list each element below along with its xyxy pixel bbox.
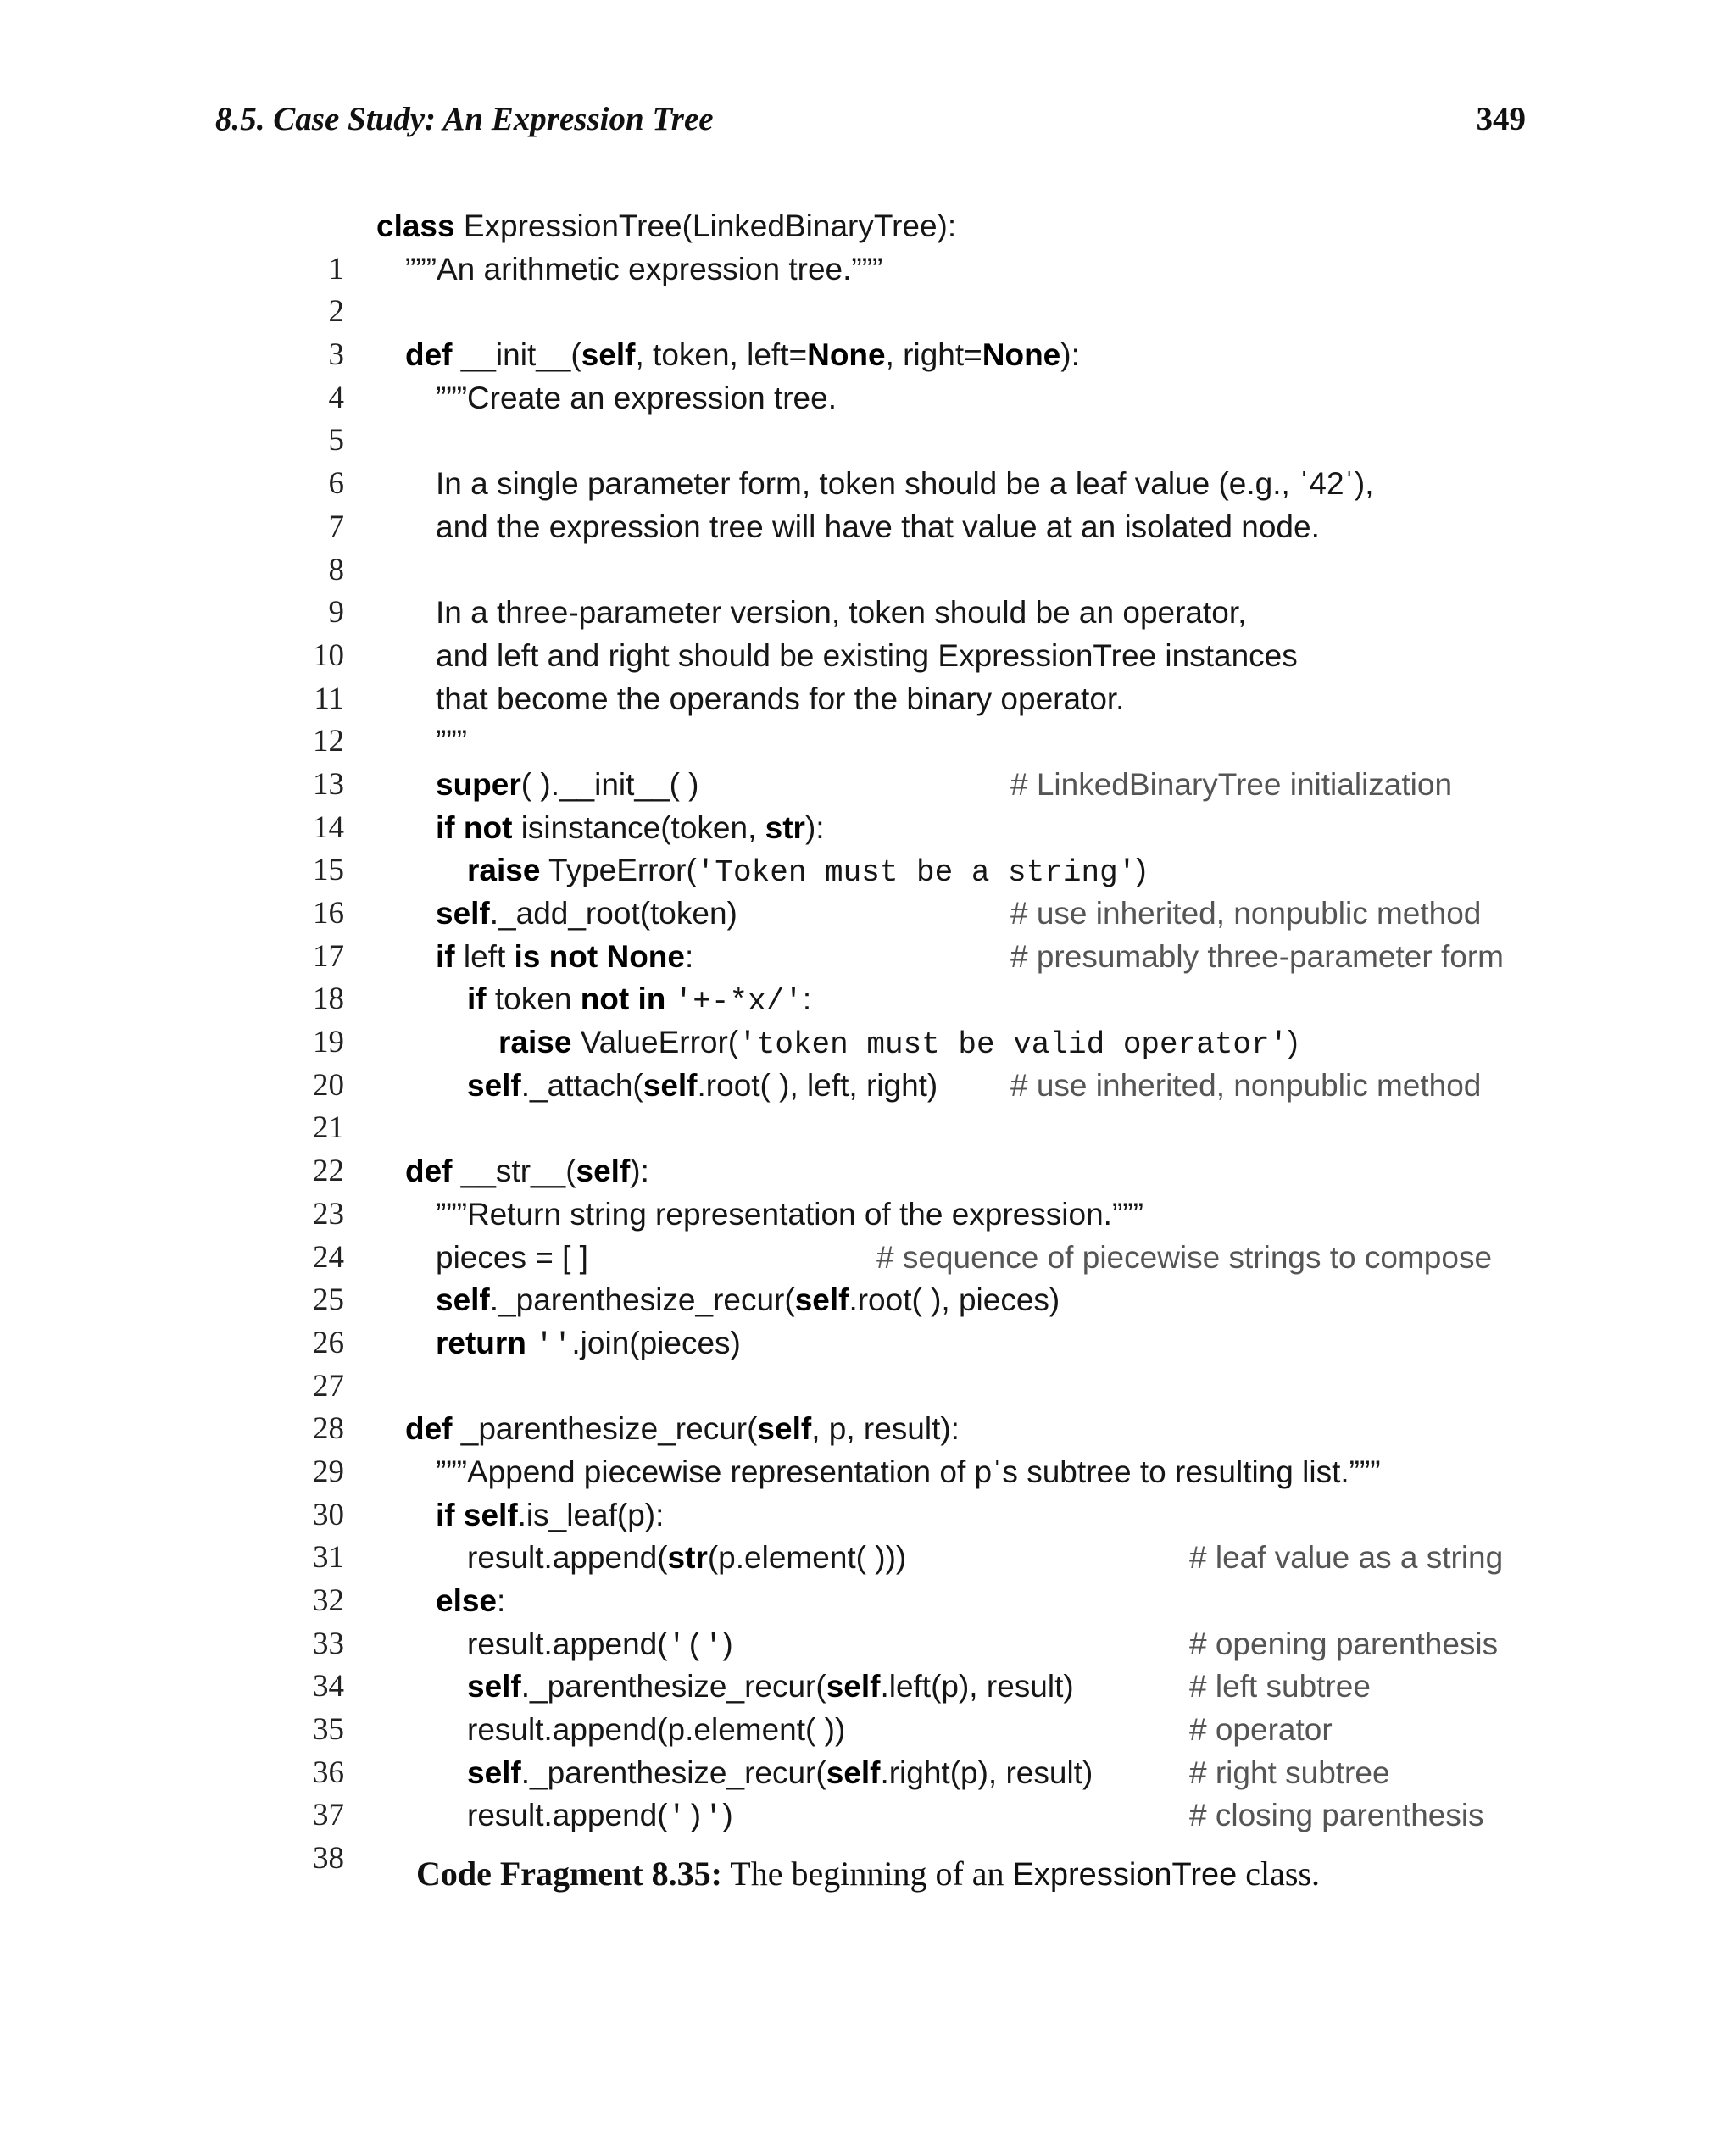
code-text: if not isinstance(token, str): xyxy=(436,809,825,845)
line-number: 22 xyxy=(313,1154,344,1189)
code-text: self._parenthesize_recur(self.right(p), result) xyxy=(467,1755,1093,1790)
line-number: 16 xyxy=(313,896,344,931)
code-text: self._attach(self.root( ), left, right) xyxy=(467,1067,938,1103)
code-line xyxy=(0,506,1736,587)
caption-class-name: ExpressionTree xyxy=(1012,1857,1238,1893)
line-number: 33 xyxy=(313,1626,344,1661)
docstring: ”””Append piecewise representation of pˈs subtree to resulting list.””” xyxy=(436,1454,1381,1489)
code-text: else: xyxy=(436,1583,506,1618)
docstring: ”””An arithmetic expression tree.””” xyxy=(405,251,883,286)
line-number: 29 xyxy=(313,1454,344,1489)
caption-label: Code Fragment 8.35: xyxy=(415,1855,723,1893)
code-line xyxy=(0,678,1736,759)
line-number: 34 xyxy=(313,1669,344,1704)
code-line xyxy=(0,1065,1736,1146)
code-text: pieces = [ ] xyxy=(436,1239,588,1275)
line-number: 21 xyxy=(313,1110,344,1146)
code-comment: # LinkedBinaryTree initialization xyxy=(1010,766,1453,802)
docstring: ”””Create an expression tree. xyxy=(436,380,837,415)
line-number: 4 xyxy=(328,380,344,415)
line-number: 13 xyxy=(313,766,344,802)
line-number: 17 xyxy=(313,938,344,974)
docstring: ”””Return string representation of the expression.””” xyxy=(436,1196,1143,1232)
code-comment: # right subtree xyxy=(1189,1755,1390,1790)
page-header xyxy=(215,100,1526,144)
line-number: 24 xyxy=(313,1239,344,1275)
line-number: 23 xyxy=(313,1196,344,1232)
code-comment: # presumably three-parameter form xyxy=(1010,938,1504,974)
line-number: 8 xyxy=(328,552,344,587)
docstring: In a single parameter form, token should be a leaf value (e.g., ˈ42ˈ), xyxy=(436,466,1374,502)
code-text: result.append(str(p.element( ))) xyxy=(467,1540,907,1576)
line-number: 36 xyxy=(313,1755,344,1790)
line-number: 20 xyxy=(313,1067,344,1103)
code-text: result.append(p.element( )) xyxy=(467,1712,846,1748)
line-number: 14 xyxy=(313,809,344,845)
line-number: 26 xyxy=(313,1325,344,1360)
line-number: 2 xyxy=(328,294,344,330)
code-text: raise ValueError('token must be valid operator') xyxy=(498,1025,1299,1063)
line-number: 5 xyxy=(328,423,344,459)
line-number: 30 xyxy=(313,1497,344,1532)
code-comment: # closing parenthesis xyxy=(1189,1798,1484,1833)
line-number: 32 xyxy=(313,1583,344,1619)
code-text: if self.is_leaf(p): xyxy=(436,1497,665,1532)
page-number: 349 xyxy=(1476,101,1526,137)
line-number: 9 xyxy=(328,595,344,631)
line-number: 12 xyxy=(313,724,344,759)
line-number: 18 xyxy=(313,982,344,1017)
code-text: result.append('(') xyxy=(467,1626,733,1664)
docstring: and the expression tree will have that value at an isolated node. xyxy=(436,509,1320,544)
code-text: if token not in '+-*x/': xyxy=(467,982,812,1020)
code-comment: # use inherited, nonpublic method xyxy=(1010,896,1482,931)
caption-text: The beginning of an xyxy=(722,1855,1013,1893)
code-text: super( ).__init__( ) xyxy=(436,766,699,802)
code-line xyxy=(0,248,1736,330)
code-text: def _parenthesize_recur(self, p, result): xyxy=(405,1411,960,1447)
docstring: that become the operands for the binary operator. xyxy=(436,681,1125,716)
line-number: 15 xyxy=(313,853,344,888)
code-text: def __init__(self, token, left=None, right=None): xyxy=(405,337,1080,373)
line-number: 28 xyxy=(313,1411,344,1447)
line-number: 31 xyxy=(313,1540,344,1576)
code-text: self._parenthesize_recur(self.left(p), result) xyxy=(467,1669,1074,1704)
code-line xyxy=(0,1322,1736,1404)
code-text: raise TypeError('Token must be a string') xyxy=(467,853,1147,891)
code-comment: # operator xyxy=(1189,1712,1333,1748)
line-number: 10 xyxy=(313,637,344,673)
line-number: 3 xyxy=(328,337,344,373)
line-number: 11 xyxy=(314,681,344,716)
caption-text-end: class. xyxy=(1237,1855,1321,1893)
code-line xyxy=(0,377,1736,459)
code-caption xyxy=(0,1854,1736,1894)
docstring: ””” xyxy=(436,724,467,759)
code-comment: # use inherited, nonpublic method xyxy=(1010,1067,1482,1103)
code-text: def __str__(self): xyxy=(405,1154,649,1189)
code-text: self._add_root(token) xyxy=(436,896,737,931)
line-number: 19 xyxy=(313,1025,344,1060)
docstring: and left and right should be existing ExpressionTree instances xyxy=(436,637,1298,673)
line-number: 7 xyxy=(328,509,344,544)
line-number: 38 xyxy=(313,1841,344,1877)
line-number: 25 xyxy=(313,1282,344,1318)
code-text: self._parenthesize_recur(self.root( ), pieces) xyxy=(436,1282,1060,1318)
code-text: if left is not None: xyxy=(436,938,694,974)
code-text: return ''.join(pieces) xyxy=(436,1325,741,1363)
section-title: 8.5. Case Study: An Expression Tree xyxy=(215,101,714,137)
line-number: 35 xyxy=(313,1712,344,1748)
line-number: 1 xyxy=(328,251,344,286)
code-comment: # leaf value as a string xyxy=(1189,1540,1504,1576)
docstring: In a three-parameter version, token should be an operator, xyxy=(436,595,1247,631)
code-comment: # left subtree xyxy=(1189,1669,1371,1704)
code-comment: # opening parenthesis xyxy=(1189,1626,1499,1661)
line-number: 37 xyxy=(313,1798,344,1833)
line-number: 6 xyxy=(328,466,344,502)
line-number: 27 xyxy=(313,1368,344,1404)
code-comment: # sequence of piecewise strings to compose xyxy=(876,1239,1493,1275)
code-text: result.append(')') xyxy=(467,1798,733,1836)
code-text: class ExpressionTree(LinkedBinaryTree): xyxy=(376,209,957,243)
